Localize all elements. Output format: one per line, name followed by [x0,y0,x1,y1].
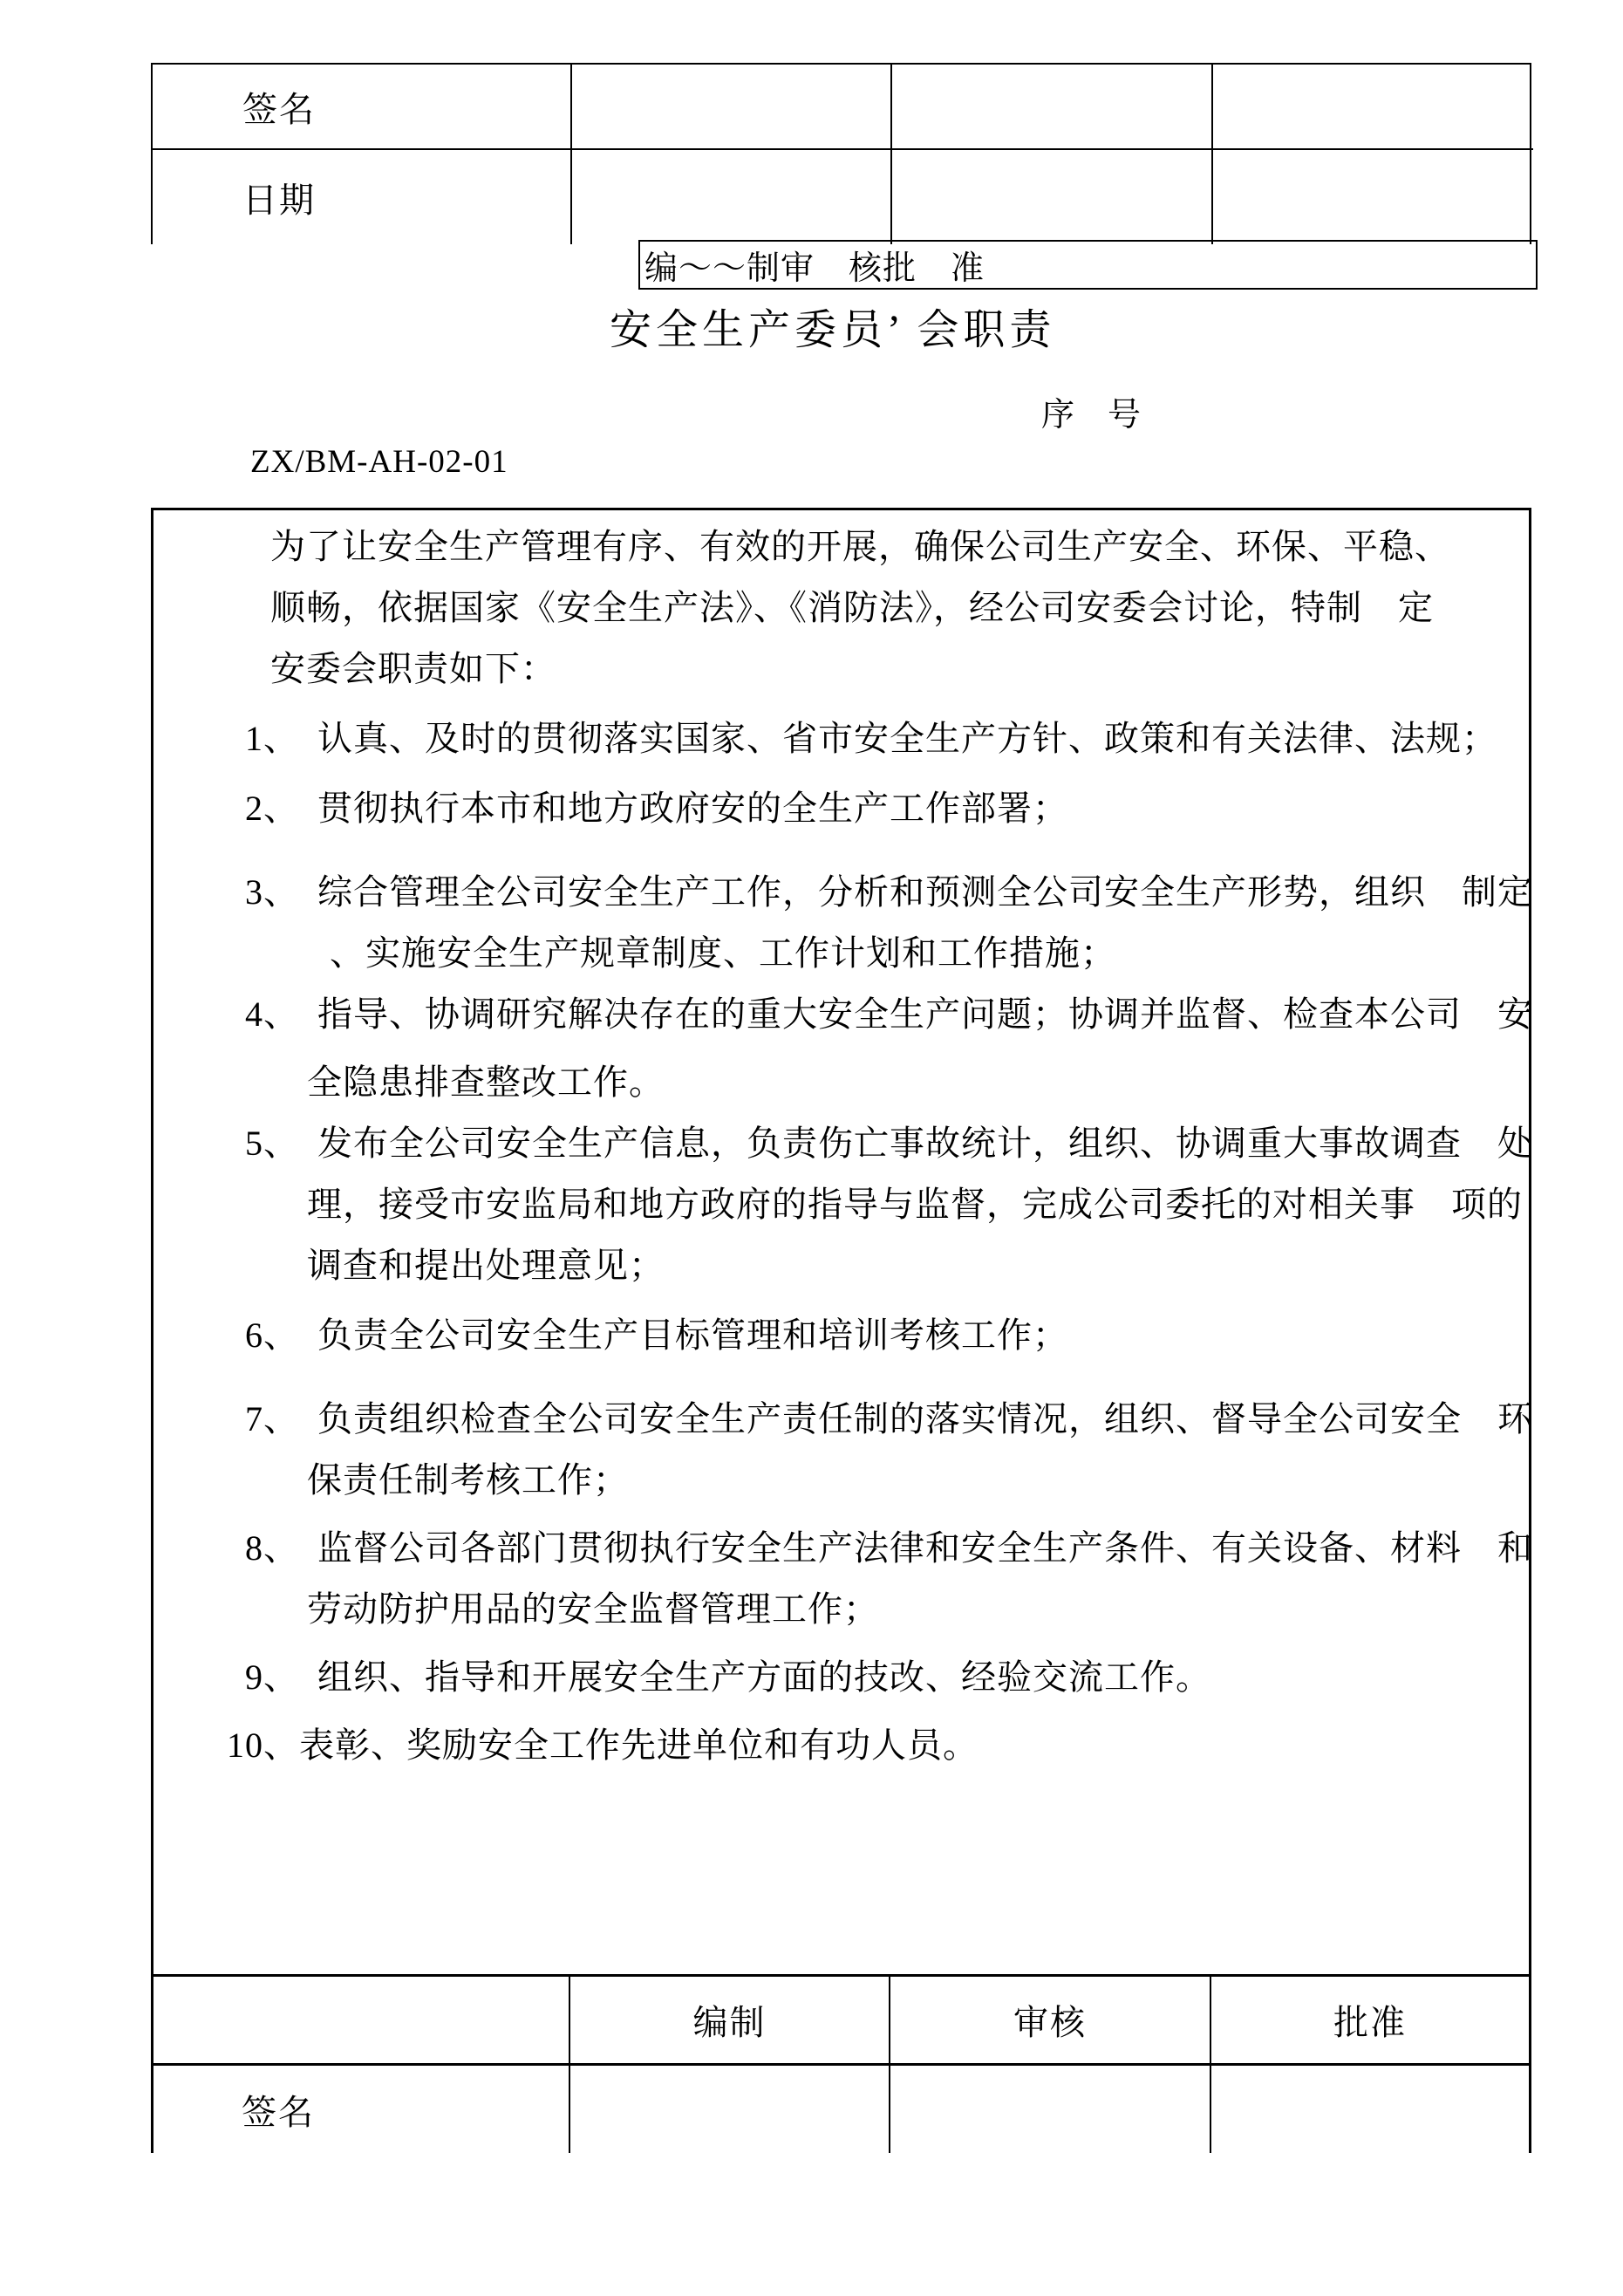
body-line: 9、 组织、指导和开展安全生产方面的技改、经验交流工作。 [245,1657,1211,1697]
body-line: 3、 综合管理全公司安全生产工作，分析和预测全公司安全生产形势，组织 制定 [245,872,1533,912]
body-line: 4、 指导、协调研究解决存在的重大安全生产问题；协调并监督、检查本公司 安 [245,994,1533,1034]
body-line: 为了让安全生产管理有序、有效的开展，确保公司生产安全、环保、平稳、 [270,527,1450,566]
document-number: ZX/BM-AH-02-01 [250,444,508,480]
table-cell [1213,150,1533,244]
sign-label-bottom: 签名 [242,2092,315,2132]
stamp-box [638,240,1538,290]
body-line: 8、 监督公司各部门贯彻执行安全生产法律和安全生产条件、有关设备、材料 和 [245,1528,1533,1568]
table-cell [572,65,892,150]
body-line: 理，接受市安监局和地方政府的指导与监督，完成公司委托的对相关事 项的 [307,1185,1523,1224]
approval-table [153,1974,1529,2153]
table-cell-date-label [153,150,572,244]
body-line: 1、 认真、及时的贯彻落实国家、省市安全生产方针、政策和有关法律、法规； [245,719,1497,758]
body-line: 7、 负责组织检查全公司安全生产责任制的落实情况，组织、督导全公司安全 环 [245,1399,1533,1438]
body-line: 5、 发布全公司安全生产信息，负责伤亡事故统计，组织、协调重大事故调查 处 [245,1124,1533,1163]
sign-label: 签名 [242,89,316,129]
body-line: 安委会职责如下： [270,649,556,688]
date-label: 日期 [242,180,316,220]
table-cell-approved [1211,1977,1529,2066]
table-cell-sign-label [153,2066,570,2153]
body-line: 调查和提出处理意见； [307,1246,665,1285]
table-cell-reviewed [890,1977,1211,2066]
table-cell [892,150,1213,244]
body-line: 、实施安全生产规章制度、工作计划和工作措施； [330,933,1116,973]
table-cell [1211,2066,1529,2153]
table-cell-sign-label [153,65,572,150]
content-box [151,508,1531,2153]
approved-by-label: 批准 [1333,2003,1407,2042]
table-cell [572,150,892,244]
body-line: 6、 负责全公司安全生产目标管理和培训考核工作； [245,1315,1068,1355]
body-line: 劳动防护用品的安全监督管理工作； [307,1589,879,1629]
stamp-box-label: 编～～制审 核批 准 [644,250,985,287]
reviewed-by-label: 审核 [1013,2003,1087,2042]
serial-number-label: 序 号 [1041,397,1142,434]
body-line: 10、表彰、奖励安全工作先进单位和有功人员。 [227,1725,979,1765]
body-line: 2、 贯彻执行本市和地方政府安的全生产工作部署； [245,789,1068,828]
table-cell [1213,65,1533,150]
body-line: 全隐患排查整改工作。 [307,1063,665,1102]
table-cell [890,2066,1211,2153]
page-title: 安全生产委员’ 会职责 [610,307,1056,353]
body-line: 顺畅，依据国家《安全生产法》、《消防法》，经公司安委会讨论，特制 定 [270,588,1434,627]
table-cell-prepared [570,1977,890,2066]
body-line: 保责任制考核工作； [307,1460,629,1500]
table-cell [892,65,1213,150]
prepared-by-label: 编制 [692,2003,767,2042]
body-lines [153,510,1533,1776]
signature-date-table [151,63,1531,244]
table-cell [570,2066,890,2153]
table-cell [153,1977,570,2066]
